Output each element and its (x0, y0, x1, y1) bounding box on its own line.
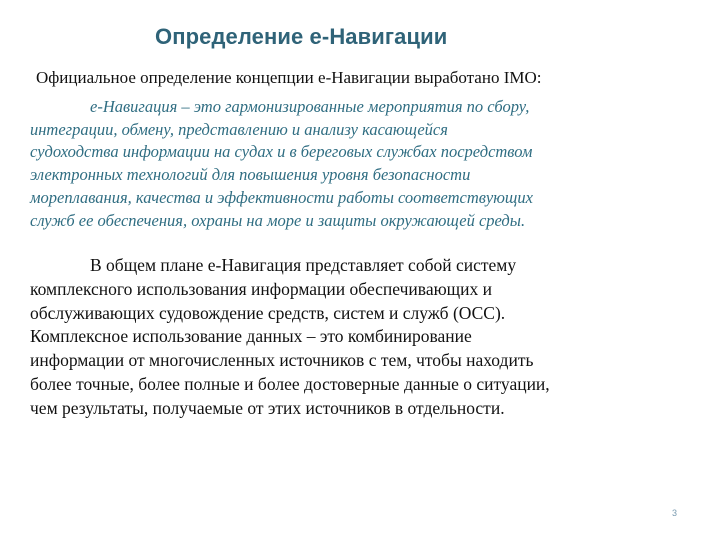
definition-line: служб ее обеспечения, охраны на море и защиты окружающей среды. (30, 210, 526, 230)
page-number: 3 (672, 508, 678, 518)
body-paragraph (30, 254, 692, 421)
body-line: более точные, более полные и более достоверные данные о ситуации, (30, 373, 550, 394)
body-line: Комплексное использование данных – это комбинирование (30, 326, 472, 347)
definition-quote (30, 96, 692, 232)
body-line: чем результаты, получаемые от этих источников в отдельности. (30, 397, 505, 418)
definition-line: интеграции, обмену, представлению и анализу касающейся (30, 119, 448, 139)
body-line: комплексного использования информации обеспечивающих и (30, 278, 492, 299)
definition-line: судоходства информации на судах и в береговых службах посредством (30, 142, 533, 162)
body-line: информации от многочисленных источников с тем, чтобы находить (30, 350, 534, 371)
definition-line: е-Навигация – это гармонизированные мероприятия по сбору, (90, 97, 530, 116)
intro-text: Официальное определение концепции е-Навигации выработано IMO: (36, 68, 542, 87)
definition-line: электронных технологий для повышения уровня безопасности (30, 165, 471, 185)
body-line: обслуживающих судовождение средств, систем и служб (ОСС). (30, 302, 506, 323)
definition-line: мореплавания, качества и эффективности работы соответствующих (30, 187, 533, 207)
slide-title: Определение е-Навигации (155, 24, 448, 49)
body-line: В общем плане е-Навигация представляет собой систему (90, 255, 517, 275)
